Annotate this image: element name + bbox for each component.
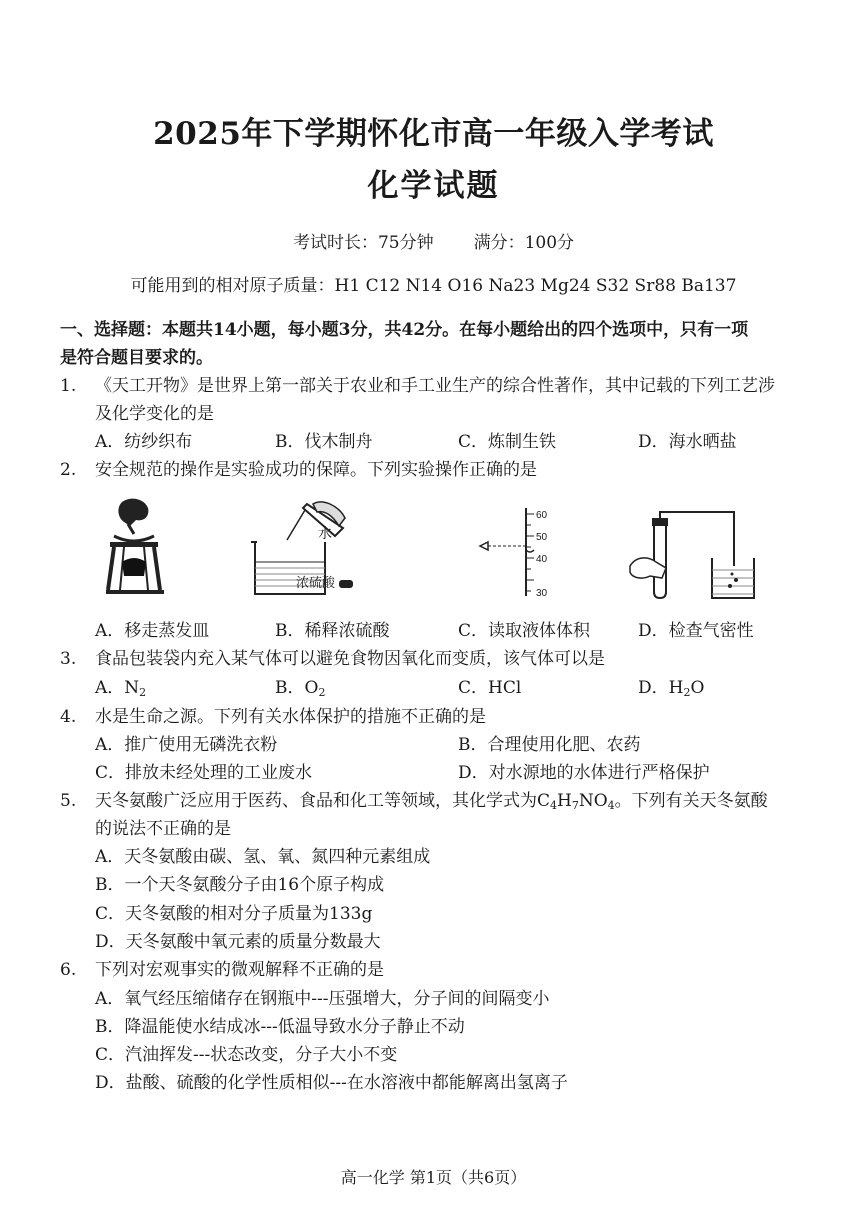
question-stem: 水是生命之源。下列有关水体保护的措施不正确的是 (95, 707, 486, 727)
section-heading-line1: 一、选择题：本题共14小题，每小题3分，共42分。在每小题给出的四个选项中，只有一项 (60, 320, 749, 340)
delivery-tube-icon (660, 512, 734, 566)
option-d: D．对水源地的水体进行严格保护 (458, 763, 710, 783)
evaporating-dish-icon (114, 536, 154, 541)
question-stem: 天冬氨酸广泛应用于医药、食品和化工等领域，其化学式为$C_4H_7NO_4$。下列有关天冬氨酸 (95, 791, 768, 812)
option-d: D．检查气密性 (638, 621, 754, 641)
option-a: A．天冬氨酸由碳、氢、氧、氮四种元素组成 (95, 847, 431, 867)
question-stem: 食品包装袋内充入某气体可以避免食物因氧化而变质，该气体可以是 (95, 649, 605, 669)
question-stem: 安全规范的操作是实验成功的保障。下列实验操作正确的是 (95, 460, 537, 480)
airtightness-figure (622, 506, 762, 602)
test-tube-icon (654, 522, 666, 598)
option-d: D．天冬氨酸中氧元素的质量分数最大 (95, 932, 381, 952)
question-stem: 《天工开物》是世界上第一部关于农业和手工业生产的综合性著作，其中记载的下列工艺涉 (95, 376, 775, 396)
exam-info (0, 232, 867, 254)
section-heading-line2: 是符合题目要求的。 (60, 348, 213, 368)
exam-title: 2025年下学期怀化市高一年级入学考试 (153, 116, 714, 152)
question-stem: 及化学变化的是 (95, 404, 214, 424)
option-c: C．读取液体体积 (458, 621, 591, 641)
hand-icon (118, 499, 148, 526)
question-number: 2. (60, 460, 77, 480)
tick-label: 50 (536, 532, 548, 543)
option-d: D．海水晒盐 (638, 432, 737, 452)
alcohol-lamp-icon (122, 558, 146, 576)
option-a: A．$N_2$ (95, 678, 147, 699)
water-label: 水 (318, 526, 332, 542)
option-d: D．$H_2O$ (638, 678, 705, 699)
option-c: C．排放未经处理的工业废水 (95, 763, 313, 783)
option-c: C．HCl (458, 678, 522, 698)
option-b: B．伐木制舟 (275, 432, 373, 452)
question-stem: 下列对宏观事实的微观解释不正确的是 (95, 960, 384, 980)
tick-label: 40 (536, 554, 548, 565)
acid-label: 浓硫酸 (296, 576, 336, 591)
full-score: 满分：100分 (473, 233, 575, 253)
option-a: A．氧气经压缩储存在钢瓶中---压强增大，分子间的间隔变小 (95, 989, 550, 1009)
question-number: 5. (60, 791, 77, 811)
question-stem: 的说法不正确的是 (95, 819, 231, 839)
question-number: 3. (60, 649, 77, 669)
exam-subtitle: 化学试题 (367, 168, 500, 204)
question-number: 6. (60, 960, 77, 980)
tick-label: 30 (536, 588, 548, 599)
option-b: B．稀释浓硫酸 (275, 621, 390, 641)
option-a: A．纺纱织布 (95, 432, 193, 452)
option-b: B．降温能使水结成冰---低温导致水分子静止不动 (95, 1017, 465, 1037)
option-c: C．天冬氨酸的相对分子质量为133g (95, 904, 373, 924)
option-b: B．$O_2$ (275, 678, 326, 699)
option-c: C．汽油挥发---状态改变，分子大小不变 (95, 1045, 398, 1065)
bottle-stopper-icon (339, 580, 353, 588)
option-b: B．一个天冬氨酸分子由16个原子构成 (95, 875, 385, 895)
option-c: C．炼制生铁 (458, 432, 557, 452)
evaporating-dish-figure (100, 496, 170, 596)
hand-icon (630, 558, 666, 578)
option-b: B．合理使用化肥、农药 (458, 735, 641, 755)
exam-time: 考试时长：75分钟 (292, 233, 434, 253)
atomic-masses: 可能用到的相对原子质量：H1 C12 N14 O16 Na23 Mg24 S32 Sr88 Ba137 (130, 276, 737, 296)
page-footer: 高一化学 第1页（共6页） (340, 1168, 527, 1187)
eye-icon (480, 542, 488, 550)
question-number: 1. (60, 376, 77, 396)
tick-label: 60 (536, 510, 548, 521)
option-a: A．推广使用无磷洗衣粉 (95, 735, 278, 755)
tripod-ring (110, 542, 158, 547)
option-d: D．盐酸、硫酸的化学性质相似---在水溶液中都能解离出氢离子 (95, 1073, 568, 1093)
option-a: A．移走蒸发皿 (95, 621, 210, 641)
question-number: 4. (60, 707, 77, 727)
